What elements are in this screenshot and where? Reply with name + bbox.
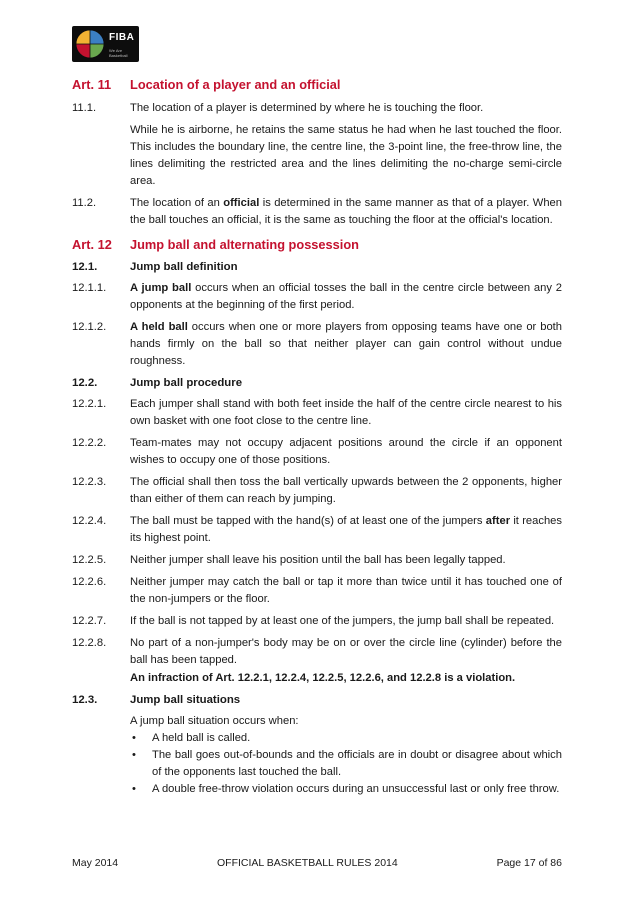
rule-text: A jump ball occurs when an official tosses the ball in the centre circle between any 2 opponents at the beginning of the first period.	[130, 282, 562, 311]
section-title: Jump ball procedure	[130, 377, 243, 389]
rule-paragraph	[72, 513, 562, 547]
rule-text: If the ball is not tapped by at least one of the jumpers, the jump ball shall be repeated.	[130, 615, 555, 627]
rule-text: A jump ball situation occurs when:	[130, 715, 299, 727]
list-item: • A double free-throw violation occurs during an unsuccessful last or only free throw.	[130, 781, 562, 798]
rule-paragraph	[72, 474, 562, 508]
rule-text: The official shall then toss the ball vertically upwards between the 2 opponents, higher than either of them can reach by jumping.	[130, 476, 562, 505]
rule-paragraph	[72, 396, 562, 430]
rule-paragraph	[72, 195, 562, 229]
section-heading	[72, 692, 562, 709]
bold-term: A jump ball	[130, 282, 192, 294]
rule-number: 12.2.4.	[72, 515, 107, 527]
section-number: 12.3.	[72, 694, 98, 706]
bullet-list	[130, 730, 562, 798]
logo-subtext: We Are Basketball	[109, 48, 128, 58]
rule-paragraph	[72, 319, 562, 370]
rule-text: The ball must be tapped with the hand(s) of at least one of the jumpers after it reaches its highest point.	[130, 515, 562, 544]
rule-number: 12.2.5.	[72, 554, 107, 566]
rule-text: No part of a non-jumper's body may be on or over the circle line (cylinder) before the ball has been tapped.	[130, 637, 562, 666]
rule-paragraph	[72, 435, 562, 469]
article-title: Location of a player and an official	[130, 77, 341, 92]
rule-paragraph	[72, 280, 562, 314]
article-title: Jump ball and alternating possession	[130, 237, 359, 252]
bold-term: official	[223, 197, 260, 209]
rule-text: While he is airborne, he retains the same status he had when he last touched the floor. This includes the boundary line, the centre line, the 3-point line, the free-throw line, the lines delimiting the restricted area and the lines delimiting the no-charge semi-circle area.	[130, 124, 562, 187]
rule-text: Team-mates may not occupy adjacent positions around the circle if an opponent wishes to occupy one of those positions.	[130, 437, 562, 466]
rule-number: 12.1.2.	[72, 321, 107, 333]
section-number: 12.2.	[72, 377, 98, 389]
logo-text: FIBA	[109, 32, 135, 43]
rule-number: 12.2.1.	[72, 398, 107, 410]
rule-text: Each jumper shall stand with both feet inside the half of the centre circle nearest to his own basket with one foot close to the centre line.	[130, 398, 562, 427]
article-number: Art. 12	[72, 237, 112, 252]
fiba-logo	[72, 26, 139, 62]
article-heading	[72, 236, 562, 254]
rule-paragraph	[72, 713, 562, 798]
article-number: Art. 11	[72, 77, 112, 92]
rule-paragraph	[72, 122, 562, 190]
rule-paragraph	[72, 552, 562, 569]
rule-text: Neither jumper shall leave his position until the ball has been legally tapped.	[130, 554, 506, 566]
section-title: Jump ball definition	[130, 261, 238, 273]
section-title: Jump ball situations	[130, 694, 241, 706]
rule-text: A held ball occurs when one or more players from opposing teams have one or both hands firmly on the ball so that neither player can gain control without undue roughness.	[130, 321, 562, 367]
rule-number: 12.2.7.	[72, 615, 107, 627]
rule-number: 12.2.2.	[72, 437, 107, 449]
rule-number: 12.2.8.	[72, 637, 107, 649]
rule-number: 12.1.1.	[72, 282, 107, 294]
rules-content	[72, 76, 562, 798]
rule-number: 12.2.3.	[72, 476, 107, 488]
rule-paragraph	[72, 635, 562, 669]
list-item: • The ball goes out-of-bounds and the officials are in doubt or disagree about which of the opponents last touched the ball.	[130, 747, 562, 781]
section-heading	[72, 375, 562, 392]
rule-paragraph	[72, 574, 562, 608]
rule-text: Neither jumper may catch the ball or tap it more than twice until it has touched one of the non-jumpers or the floor.	[130, 576, 562, 605]
footer-page-number: Page 17 of 86	[496, 857, 562, 869]
footer-title: OFFICIAL BASKETBALL RULES 2014	[217, 857, 398, 869]
rule-number: 11.1.	[72, 102, 97, 114]
article-heading	[72, 76, 562, 94]
section-heading	[72, 259, 562, 276]
bold-term: after	[485, 515, 511, 527]
rule-text: The location of a player is determined by where he is touching the floor.	[130, 102, 484, 114]
page-footer	[72, 857, 562, 869]
rule-number: 11.2.	[72, 197, 97, 209]
fiba-basketball-logo-icon	[72, 26, 108, 62]
rule-paragraph	[72, 100, 562, 117]
rule-paragraph	[72, 613, 562, 630]
rule-text: The location of an official is determined in the same manner as that of a player. When the ball touches an official, it is the same as touching the floor at the official's location.	[130, 197, 562, 226]
infraction-text: An infraction of Art. 12.2.1, 12.2.4, 12.2.5, 12.2.6, and 12.2.8 is a violation.	[130, 672, 516, 684]
list-item: • A held ball is called.	[130, 730, 562, 747]
footer-date: May 2014	[72, 857, 119, 869]
bold-term: A held ball	[130, 321, 188, 333]
section-number: 12.1.	[72, 261, 98, 273]
infraction-note	[72, 670, 562, 687]
rule-number: 12.2.6.	[72, 576, 107, 588]
